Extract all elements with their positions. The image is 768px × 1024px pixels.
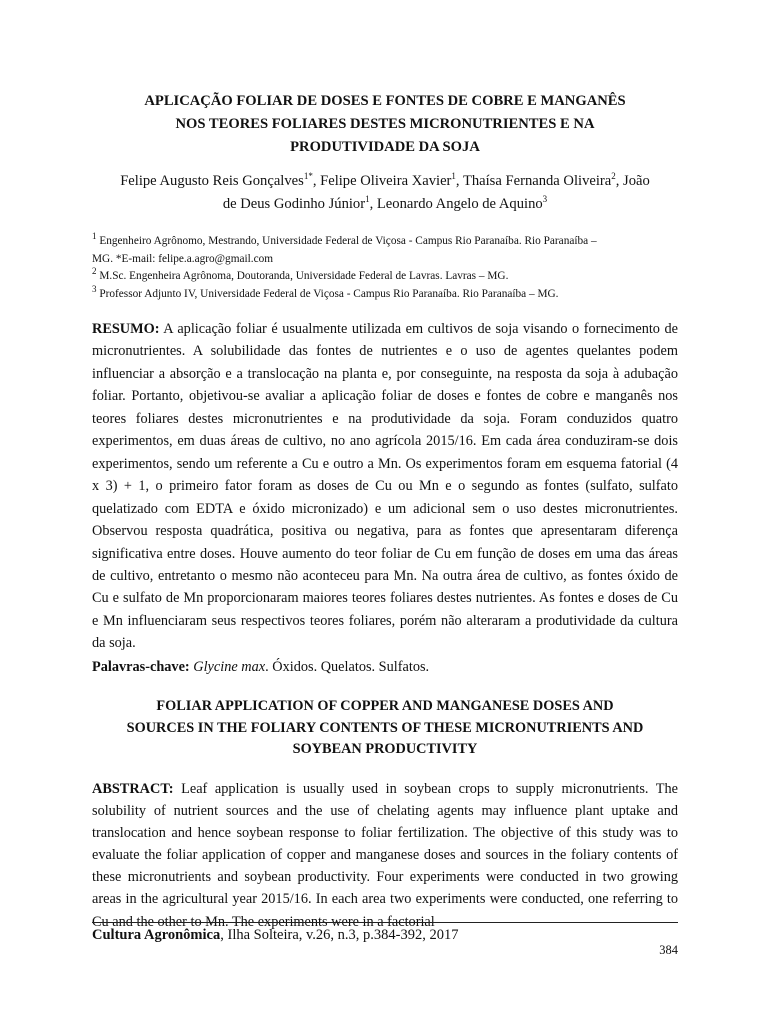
- title-line: NOS TEORES FOLIARES DESTES MICRONUTRIENTES E NA: [175, 116, 595, 132]
- author-superscript: 1: [451, 171, 456, 182]
- keywords-text: . Óxidos. Quelatos. Sulfatos.: [265, 659, 430, 675]
- abstract-paragraph: [92, 778, 678, 933]
- affiliation-text: Professor Adjunto IV, Universidade Federal de Viçosa - Campus Rio Paranaíba. Rio Paranaíba – MG.: [96, 287, 559, 300]
- title-line: PRODUTIVIDADE DA SOJA: [290, 139, 480, 155]
- affiliation-text: M.Sc. Engenheira Agrônoma, Doutoranda, Universidade Federal de Lavras. Lavras – MG.: [96, 270, 509, 282]
- affiliation-text: Engenheiro Agrônomo, Mestrando, Universidade Federal de Viçosa - Campus Rio Paranaíba. Rio Paranaíba –: [96, 235, 597, 247]
- keywords-section: [92, 656, 678, 678]
- author-name: , Felipe Oliveira Xavier: [312, 173, 452, 189]
- author-superscript: 3: [542, 194, 548, 205]
- title-line: FOLIAR APPLICATION OF COPPER AND MANGANESE DOSES AND: [156, 698, 614, 714]
- title-line: SOURCES IN THE FOLIARY CONTENTS OF THESE MICRONUTRIENTS AND: [126, 719, 644, 736]
- author-line: [92, 193, 678, 216]
- affiliation-superscript: 2: [92, 266, 97, 277]
- keywords-line: [92, 656, 678, 678]
- page-number: 384: [659, 943, 678, 957]
- keyword-species: Glycine max: [193, 659, 266, 675]
- resumo-label: RESUMO:: [92, 321, 160, 337]
- journal-name: Cultura Agronômica: [92, 927, 221, 943]
- author-name: , Thaísa Fernanda Oliveira: [455, 173, 612, 189]
- paper-title-english: [92, 696, 678, 761]
- affiliation-3: [92, 283, 678, 304]
- affiliation-superscript: 1: [92, 231, 97, 242]
- affiliation-superscript: 3: [92, 283, 97, 294]
- affiliations: [92, 233, 678, 303]
- footer-divider: [92, 922, 678, 923]
- citation-line: [92, 925, 678, 945]
- paper-title-portuguese: [92, 90, 678, 159]
- author-superscript: 1: [365, 194, 370, 205]
- author-line: [92, 170, 678, 193]
- author-name: , Leonardo Angelo de Aquino: [369, 196, 543, 212]
- author-superscript: 2: [611, 171, 616, 182]
- author-list: [92, 170, 678, 216]
- resumo-section: [92, 318, 678, 655]
- title-line: APLICAÇÃO FOLIAR DE DOSES E FONTES DE COBRE E MANGANÊS: [144, 93, 626, 109]
- abstract-section: [92, 778, 678, 933]
- affiliation-2: [92, 268, 678, 286]
- affiliation-1-continued: MG. *E-mail: felipe.a.agro@gmail.com: [92, 252, 274, 265]
- author-name: Felipe Augusto Reis Gonçalves: [120, 173, 304, 189]
- affiliation-1: [92, 233, 678, 251]
- author-name: , João: [615, 173, 650, 189]
- keywords-label: Palavras-chave:: [92, 659, 190, 675]
- author-name: de Deus Godinho Júnior: [222, 196, 366, 212]
- journal-citation: , Ilha Solteira, v.26, n.3, p.384-392, 2017: [220, 927, 459, 943]
- resumo-paragraph: [92, 318, 678, 655]
- abstract-text: Leaf application is usually used in soybean crops to supply micronutrients. The solubility of nutrient sources and the use of chelating agents may influence plant uptake and translocation and hence soybean response to foliar fertilization. The objective of this study was to evaluate the foliar application of copper and manganese doses and sources in the foliary contents of these micronutrients and soybean productivity. Four experiments were conducted in two growing areas in the agricultural year 2015/16. In each area two experiments were conducted, one referring to Cu and the other to Mn. The experiments were in a factorial: [92, 781, 678, 930]
- resumo-text: A aplicação foliar é usualmente utilizada em cultivos de soja visando o fornecimento de micronutrientes. A solubilidade das fontes de nutrientes e o uso de agentes quelantes podem influenciar a absorção e a translocação na planta e, por conseguinte, na resposta da soja à adubação foliar. Portanto, objetivou-se avaliar a aplicação foliar de doses e fontes de cobre e manganês nos teores foliares destes micronutrientes e na produtividade da soja. Foram conduzidos quatro experimentos, em duas áreas de cultivo, no ano agrícola 2015/16. Em cada área conduziram-se dois experimentos, sendo um referente a Cu e outro a Mn. Os experimentos foram em esquema fatorial (4 x 3) + 1, o primeiro fator foram as doses de Cu ou Mn e o segundo as fontes (sulfato, sulfato quelatizado com EDTA e óxido micronizado) e um adicional sem o uso destes micronutrientes. Observou resposta quadrática, positiva ou negativa, para as fontes que apresentaram diferença significativa entre doses. Houve aumento do teor foliar de Cu em função de doses em uma das áreas de cultivo, entretanto o mesmo não aconteceu para Mn. Na outra área de cultivo, as fontes óxido de Cu e sulfato de Mn proporcionaram maiores teores foliares destes nutrientes. As fontes e doses de Cu e Mn influenciaram seus respectivos teores foliares, porém não alteraram a produtividade da cultura da soja.: [92, 321, 678, 652]
- journal-footer: [92, 925, 678, 945]
- title-line: SOYBEAN PRODUCTIVITY: [292, 741, 478, 757]
- author-superscript: 1*: [303, 171, 313, 182]
- abstract-label: ABSTRACT:: [92, 781, 174, 797]
